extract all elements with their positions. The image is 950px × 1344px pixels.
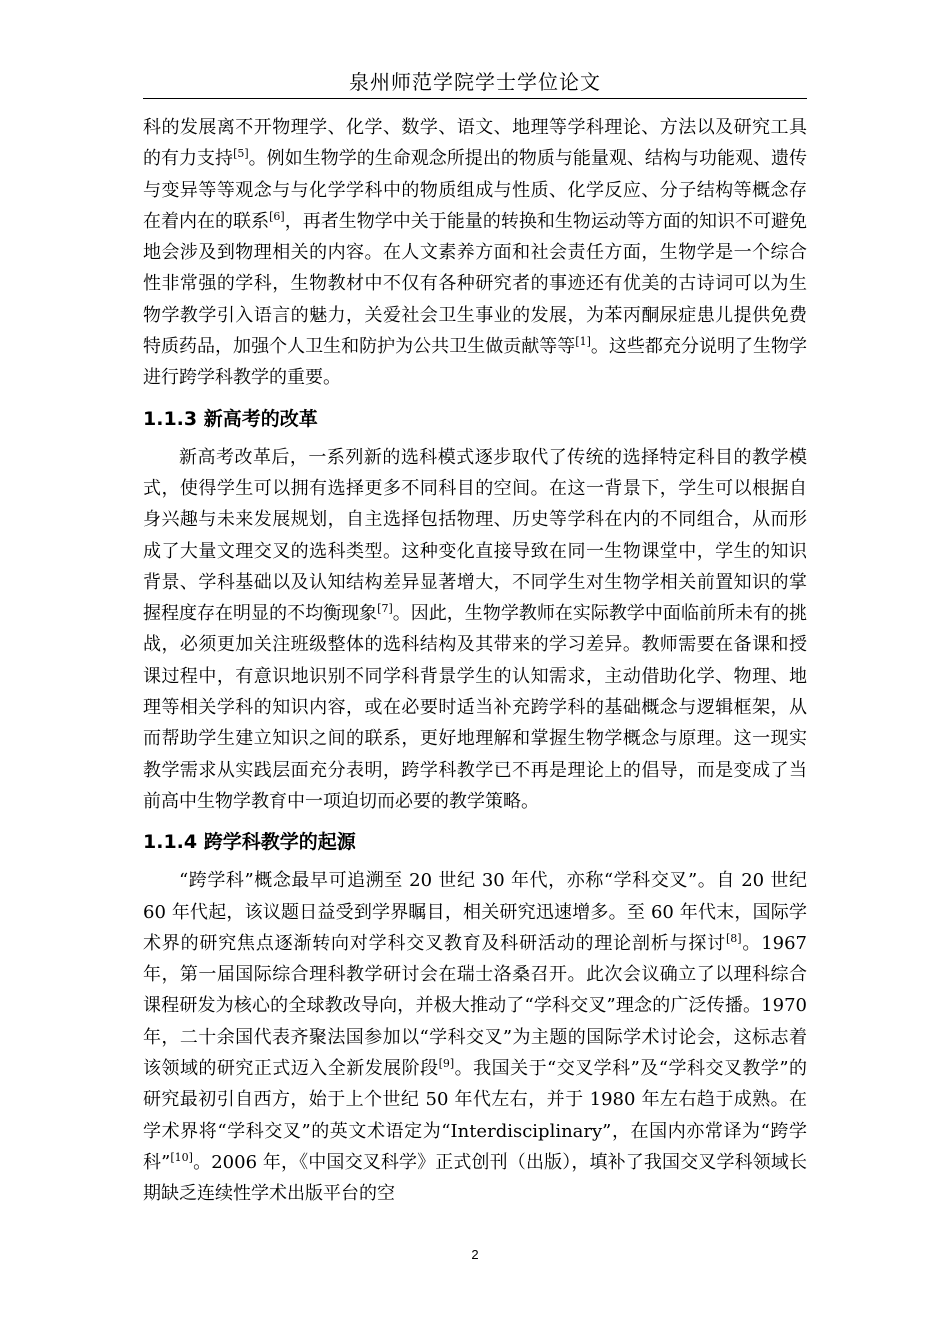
citation: [7] (377, 602, 393, 616)
body-paragraph (143, 112, 807, 394)
page-body (143, 112, 807, 1210)
paragraph-text: 。2006 年，《中国交叉科学》正式创刊（出版），填补了我国交叉学科领域长期缺乏连续性学术出版平台的空 (143, 1151, 807, 1205)
paragraph-text: 。这些都充分说明了生物学进行跨学科教学的重要。 (143, 336, 808, 389)
section-heading: 1.1.4 跨学科教学的起源 (143, 831, 356, 854)
section-heading: 1.1.3 新高考的改革 (143, 407, 318, 430)
paragraph-text: 。1967 年，第一届国际综合理科教学研讨会在瑞士洛桑召开。此次会议确立了以理科综合课程研发为核心的全球教改导向，并极大推动了“学科交叉”理念的广泛传播。1970 年，二十余国代表齐聚法国参加以“学科交叉”为主题的国际学术讨论会，这标志着该领域的研究正式迈入全新发展阶段 (143, 932, 807, 1080)
header-divider (143, 98, 807, 99)
paragraph-text: 科的发展离不开物理学、化学、数学、语文、地理等学科理论、方法以及研究工具的有力支持 (143, 117, 807, 170)
paragraph-text: 。因此，生物学教师在实际教学中面临前所未有的挑战，必须更加关注班级整体的选科结构及其带来的学习差异。教师需要在备课和授课过程中，有意识地识别不同学科背景学生的认知需求，主动借助化学、物理、地理等相关学科的知识内容，或在必要时适当补充跨学科的基础概念与逻辑框架，从而帮助学生建立知识之间的联系，更好地理解和掌握生物学概念与原理。这一现实教学需求从实践层面充分表明，跨学科教学已不再是理论上的倡导，而是变成了当前高中生物学教育中一项迫切而必要的教学策略。 (143, 603, 808, 812)
citation: [10] (170, 1150, 193, 1164)
citation: [9] (438, 1057, 455, 1071)
citation: [8] (725, 931, 742, 945)
paragraph-text: 。例如生物学的生命观念所提出的物质与能量观、结构与功能观、遗传与变异等等观念与与化学学科中的物质组成与性质、化学反应、分子结构等概念存在着内在的联系 (143, 148, 808, 232)
page-number: 2 (471, 1247, 479, 1262)
running-header: 泉州师范学院学士学位论文 (349, 70, 601, 94)
citation: [6] (269, 209, 285, 223)
body-paragraph (143, 442, 807, 818)
paragraph-text: ，再者生物学中关于能量的转换和生物运动等方面的知识不可避免地会涉及到物理相关的内容。在人文素养方面和社会责任方面，生物学是一个综合性非常强的学科，生物教材中不仅有各种研究者的事迹还有优美的古诗词可以为生物学教学引入语言的魅力，关爱社会卫生事业的发展，为苯丙酮尿症患儿提供免费特质药品，加强个人卫生和防护为公共卫生做贡献等等 (143, 210, 808, 358)
paragraph-text: “跨学科”概念最早可追溯至 20 世纪 30 年代，亦称“学科交叉”。自 20 世纪 60 年代起，该议题日益受到学界瞩目，相关研究迅速增多。至 60 年代末，国际学术界的研究焦点逐渐转向对学科交叉教育及科研活动的理论剖析与探讨 (143, 870, 807, 954)
paragraph-text: 。我国关于“交叉学科”及“学科交叉教学”的研究最初引自西方，始于上个世纪 50 年代左右，并于 1980 年左右趋于成熟。在学术界将“学科交叉”的英文术语定为“Interdisciplinary”，在国内亦常译为“跨学科” (143, 1058, 807, 1173)
citation: [5] (233, 147, 249, 161)
body-paragraph (143, 865, 807, 1209)
citation: [1] (575, 335, 591, 349)
paragraph-text: 新高考改革后，一系列新的选科模式逐步取代了传统的选择特定科目的教学模式，使得学生可以拥有选择更多不同科目的空间。在这一背景下，学生可以根据自身兴趣与未来发展规划，自主选择包括物理、历史等学科在内的不同组合，从而形成了大量文理交叉的选科类型。这种变化直接导致在同一生物课堂中，学生的知识背景、学科基础以及认知结构差异显著增大，不同学生对生物学相关前置知识的掌握程度存在明显的不均衡现象 (143, 446, 807, 625)
